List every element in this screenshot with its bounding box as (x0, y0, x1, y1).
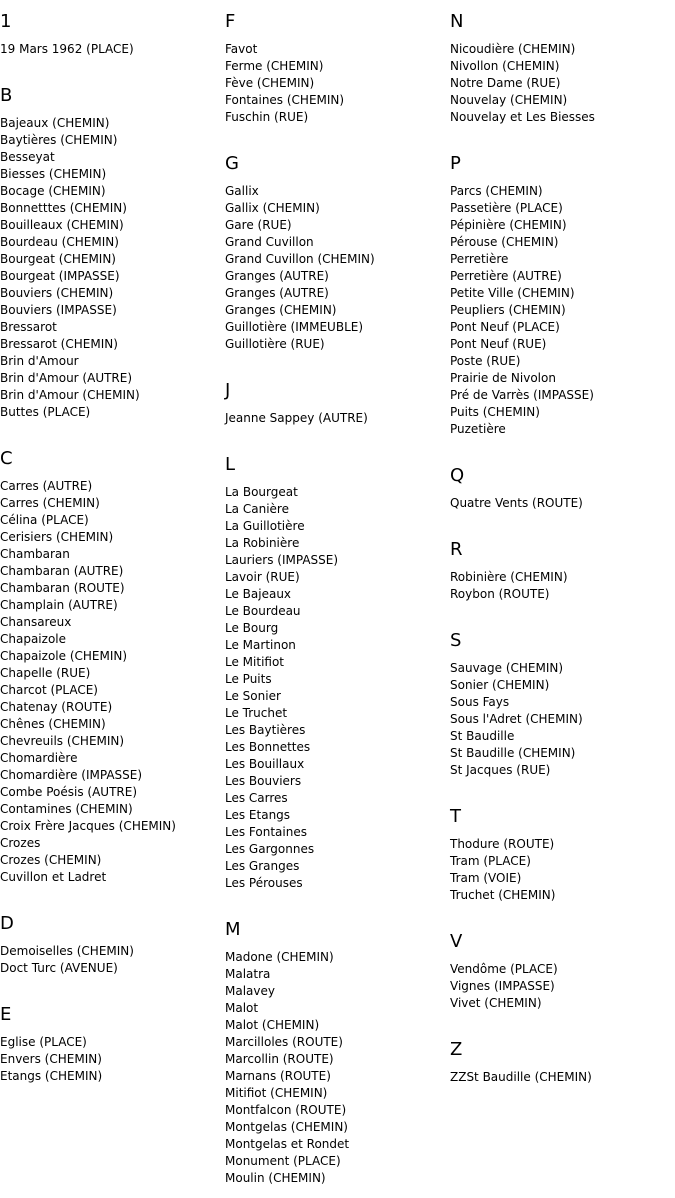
street-entry: Croix Frère Jacques (CHEMIN) (0, 819, 176, 833)
street-list (0, 115, 225, 421)
street-entry: Chapelle (RUE) (0, 666, 91, 680)
street-list (450, 41, 675, 126)
street-entry: Robinière (CHEMIN) (450, 570, 568, 584)
street-entry: Bajeaux (CHEMIN) (0, 116, 110, 130)
street-entry: Montgelas (CHEMIN) (225, 1120, 348, 1134)
street-entry: Pérouse (CHEMIN) (450, 235, 559, 249)
street-entry: Célina (PLACE) (0, 513, 89, 527)
street-entry: Malot (CHEMIN) (225, 1018, 320, 1032)
street-entry: Chambaran (ROUTE) (0, 581, 125, 595)
letter-group (450, 904, 675, 1012)
street-entry: Sous l'Adret (CHEMIN) (450, 712, 583, 726)
section-letter-heading: T (450, 806, 461, 827)
street-entry: Chambaran (AUTRE) (0, 564, 124, 578)
street-entry: Le Mitifiot (225, 655, 285, 669)
street-entry: Chomardière (IMPASSE) (0, 768, 143, 782)
street-entry: Pont Neuf (RUE) (450, 337, 547, 351)
street-entry: Le Puits (225, 672, 272, 686)
street-entry: Les Fontaines (225, 825, 307, 839)
section-letter-heading: M (225, 919, 241, 940)
street-entry: Tram (PLACE) (450, 854, 531, 868)
street-entry: Sous Fays (450, 695, 510, 709)
street-entry: Montgelas et Rondet (225, 1137, 350, 1151)
street-entry: Puits (CHEMIN) (450, 405, 540, 419)
street-list (450, 660, 675, 779)
section-letter-heading: L (225, 454, 236, 475)
street-entry: La Bourgeat (225, 485, 298, 499)
street-entry: Granges (CHEMIN) (225, 303, 337, 317)
street-entry: Bressarot (CHEMIN) (0, 337, 118, 351)
street-entry: Granges (AUTRE) (225, 269, 329, 283)
street-entry: Poste (RUE) (450, 354, 521, 368)
street-entry: Etangs (CHEMIN) (0, 1069, 103, 1083)
street-entry: Bouviers (CHEMIN) (0, 286, 114, 300)
street-entry: Gallix (225, 184, 259, 198)
street-entry: Biesses (CHEMIN) (0, 167, 107, 181)
section-letter-heading: E (0, 1004, 12, 1025)
street-entry: Prairie de Nivolon (450, 371, 556, 385)
street-entry: Bourdeau (CHEMIN) (0, 235, 119, 249)
street-entry: Les Granges (225, 859, 300, 873)
letter-group (450, 779, 675, 904)
section-letter-heading: N (450, 11, 464, 32)
street-list (225, 41, 450, 126)
street-list (450, 961, 675, 1012)
letter-group (450, 512, 675, 603)
street-entry: Brin d'Amour (CHEMIN) (0, 388, 140, 402)
street-entry: Lavoir (RUE) (225, 570, 300, 584)
letter-group (450, 126, 675, 438)
street-entry: Chomardière (0, 751, 78, 765)
street-entry: Pépinière (CHEMIN) (450, 218, 567, 232)
section-letter-heading: R (450, 539, 463, 560)
street-entry: St Jacques (RUE) (450, 763, 551, 777)
street-entry: Chatenay (ROUTE) (0, 700, 113, 714)
street-entry: Baytières (CHEMIN) (0, 133, 118, 147)
street-entry: Eglise (PLACE) (0, 1035, 87, 1049)
street-entry: Passetière (PLACE) (450, 201, 563, 215)
letter-group (0, 886, 225, 977)
section-letter-heading: F (225, 11, 236, 32)
street-entry: Nouvelay et Les Biesses (450, 110, 595, 124)
street-entry: Perretière (AUTRE) (450, 269, 562, 283)
street-entry: Le Bourdeau (225, 604, 301, 618)
street-entry: Lauriers (IMPASSE) (225, 553, 339, 567)
section-letter-heading: J (225, 380, 231, 401)
street-entry: Chevreuils (CHEMIN) (0, 734, 125, 748)
section-letter-heading: C (0, 448, 13, 469)
street-entry: Bourgeat (IMPASSE) (0, 269, 120, 283)
letter-group (450, 1012, 675, 1086)
letter-group (225, 11, 450, 126)
street-entry: Contamines (CHEMIN) (0, 802, 133, 816)
street-entry: 19 Mars 1962 (PLACE) (0, 42, 134, 56)
street-entry: Marcollin (ROUTE) (225, 1052, 334, 1066)
street-entry: Malot (225, 1001, 259, 1015)
street-entry: Malavey (225, 984, 275, 998)
street-entry: Notre Dame (RUE) (450, 76, 561, 90)
street-entry: Le Sonier (225, 689, 281, 703)
street-entry: Truchet (CHEMIN) (450, 888, 556, 902)
street-entry: Mitifiot (CHEMIN) (225, 1086, 328, 1100)
street-entry: Parcs (CHEMIN) (450, 184, 543, 198)
street-entry: Carres (AUTRE) (0, 479, 93, 493)
street-entry: Montfalcon (ROUTE) (225, 1103, 347, 1117)
street-entry: Le Martinon (225, 638, 296, 652)
street-entry: Chênes (CHEMIN) (0, 717, 106, 731)
letter-group (0, 977, 225, 1085)
street-entry: Champlain (AUTRE) (0, 598, 118, 612)
street-entry: Jeanne Sappey (AUTRE) (225, 411, 368, 425)
street-entry: Charcot (PLACE) (0, 683, 98, 697)
street-index-column-3 (450, 0, 675, 1086)
street-entry: Quatre Vents (ROUTE) (450, 496, 583, 510)
street-entry: Les Pérouses (225, 876, 303, 890)
street-entry: Cerisiers (CHEMIN) (0, 530, 114, 544)
street-entry: Marcilloles (ROUTE) (225, 1035, 343, 1049)
street-entry: Les Etangs (225, 808, 291, 822)
street-entry: La Canière (225, 502, 289, 516)
street-list (225, 949, 450, 1187)
letter-group (450, 603, 675, 779)
street-list (450, 495, 675, 512)
street-entry: Moulin (CHEMIN) (225, 1171, 326, 1185)
street-entry: Sonier (CHEMIN) (450, 678, 550, 692)
street-entry: Malatra (225, 967, 271, 981)
street-list (0, 943, 225, 977)
section-letter-heading: P (450, 153, 461, 174)
street-list (450, 1069, 675, 1086)
street-entry: Thodure (ROUTE) (450, 837, 555, 851)
street-entry: Chapaizole (0, 632, 66, 646)
street-entry: Monument (PLACE) (225, 1154, 341, 1168)
street-entry: Bocage (CHEMIN) (0, 184, 106, 198)
street-entry: Cuvillon et Ladret (0, 870, 107, 884)
street-entry: Bressarot (0, 320, 57, 334)
street-list (225, 183, 450, 353)
street-entry: Granges (AUTRE) (225, 286, 329, 300)
street-entry: St Baudille (450, 729, 515, 743)
street-entry: Guillotière (RUE) (225, 337, 325, 351)
street-entry: Sauvage (CHEMIN) (450, 661, 564, 675)
street-entry: Tram (VOIE) (450, 871, 522, 885)
street-entry: Brin d'Amour (0, 354, 79, 368)
street-entry: Le Bourg (225, 621, 279, 635)
section-letter-heading: 1 (0, 11, 12, 32)
street-entry: Grand Cuvillon (225, 235, 314, 249)
street-entry: Perretière (450, 252, 509, 266)
street-entry: Bonnetttes (CHEMIN) (0, 201, 127, 215)
street-entry: Gallix (CHEMIN) (225, 201, 320, 215)
letter-group (225, 427, 450, 892)
street-list (0, 41, 225, 58)
letter-group (225, 353, 450, 427)
street-entry: Peupliers (CHEMIN) (450, 303, 566, 317)
street-entry: Le Bajeaux (225, 587, 292, 601)
street-list (0, 1034, 225, 1085)
street-entry: Demoiselles (CHEMIN) (0, 944, 134, 958)
letter-group (225, 892, 450, 1187)
street-entry: Bouilleaux (CHEMIN) (0, 218, 124, 232)
street-entry: Combe Poésis (AUTRE) (0, 785, 138, 799)
street-entry: Fontaines (CHEMIN) (225, 93, 345, 107)
street-entry: Grand Cuvillon (CHEMIN) (225, 252, 375, 266)
street-entry: Besseyat (0, 150, 55, 164)
street-index-column-2 (225, 0, 450, 1187)
street-entry: Pont Neuf (PLACE) (450, 320, 560, 334)
street-entry: Doct Turc (AVENUE) (0, 961, 118, 975)
street-entry: ZZSt Baudille (CHEMIN) (450, 1070, 592, 1084)
letter-group (450, 11, 675, 126)
section-letter-heading: S (450, 630, 462, 651)
street-entry: Les Bonnettes (225, 740, 311, 754)
street-entry: Les Bouillaux (225, 757, 305, 771)
street-entry: Puzetière (450, 422, 506, 436)
street-entry: Nicoudière (CHEMIN) (450, 42, 576, 56)
street-entry: Les Carres (225, 791, 288, 805)
street-entry: Marnans (ROUTE) (225, 1069, 331, 1083)
street-entry: St Baudille (CHEMIN) (450, 746, 576, 760)
street-entry: Vendôme (PLACE) (450, 962, 558, 976)
street-entry: Favot (225, 42, 258, 56)
street-list (0, 478, 225, 886)
street-entry: Fève (CHEMIN) (225, 76, 315, 90)
section-letter-heading: D (0, 913, 14, 934)
letter-group (0, 11, 225, 58)
street-list (450, 569, 675, 603)
street-index-column-1 (0, 0, 225, 1085)
street-entry: Gare (RUE) (225, 218, 292, 232)
street-entry: Envers (CHEMIN) (0, 1052, 102, 1066)
street-entry: Guillotière (IMMEUBLE) (225, 320, 364, 334)
street-entry: Madone (CHEMIN) (225, 950, 334, 964)
section-letter-heading: G (225, 153, 239, 174)
street-entry: Les Baytières (225, 723, 306, 737)
street-entry: Le Truchet (225, 706, 288, 720)
section-letter-heading: B (0, 85, 13, 106)
street-list (450, 183, 675, 438)
letter-group (0, 421, 225, 886)
street-entry: Petite Ville (CHEMIN) (450, 286, 575, 300)
section-letter-heading: V (450, 931, 463, 952)
letter-group (225, 126, 450, 353)
street-entry: Chambaran (0, 547, 70, 561)
street-entry: Ferme (CHEMIN) (225, 59, 324, 73)
street-entry: Chansareux (0, 615, 72, 629)
street-entry: Chapaizole (CHEMIN) (0, 649, 128, 663)
section-letter-heading: Q (450, 465, 465, 486)
street-entry: La Guillotière (225, 519, 305, 533)
street-entry: Crozes (0, 836, 41, 850)
street-entry: La Robinière (225, 536, 300, 550)
street-entry: Vignes (IMPASSE) (450, 979, 555, 993)
street-entry: Carres (CHEMIN) (0, 496, 100, 510)
street-list (225, 410, 450, 427)
street-entry: Roybon (ROUTE) (450, 587, 550, 601)
street-entry: Nouvelay (CHEMIN) (450, 93, 568, 107)
street-list (225, 484, 450, 892)
street-list (450, 836, 675, 904)
street-entry: Buttes (PLACE) (0, 405, 91, 419)
section-letter-heading: Z (450, 1039, 463, 1060)
street-entry: Fuschin (RUE) (225, 110, 309, 124)
street-entry: Pré de Varrès (IMPASSE) (450, 388, 594, 402)
street-entry: Bouviers (IMPASSE) (0, 303, 117, 317)
street-entry: Bourgeat (CHEMIN) (0, 252, 116, 266)
street-entry: Les Gargonnes (225, 842, 315, 856)
street-entry: Nivollon (CHEMIN) (450, 59, 560, 73)
letter-group (0, 58, 225, 421)
street-entry: Vivet (CHEMIN) (450, 996, 542, 1010)
street-entry: Crozes (CHEMIN) (0, 853, 102, 867)
street-entry: Brin d'Amour (AUTRE) (0, 371, 133, 385)
street-entry: Les Bouviers (225, 774, 302, 788)
letter-group (450, 438, 675, 512)
